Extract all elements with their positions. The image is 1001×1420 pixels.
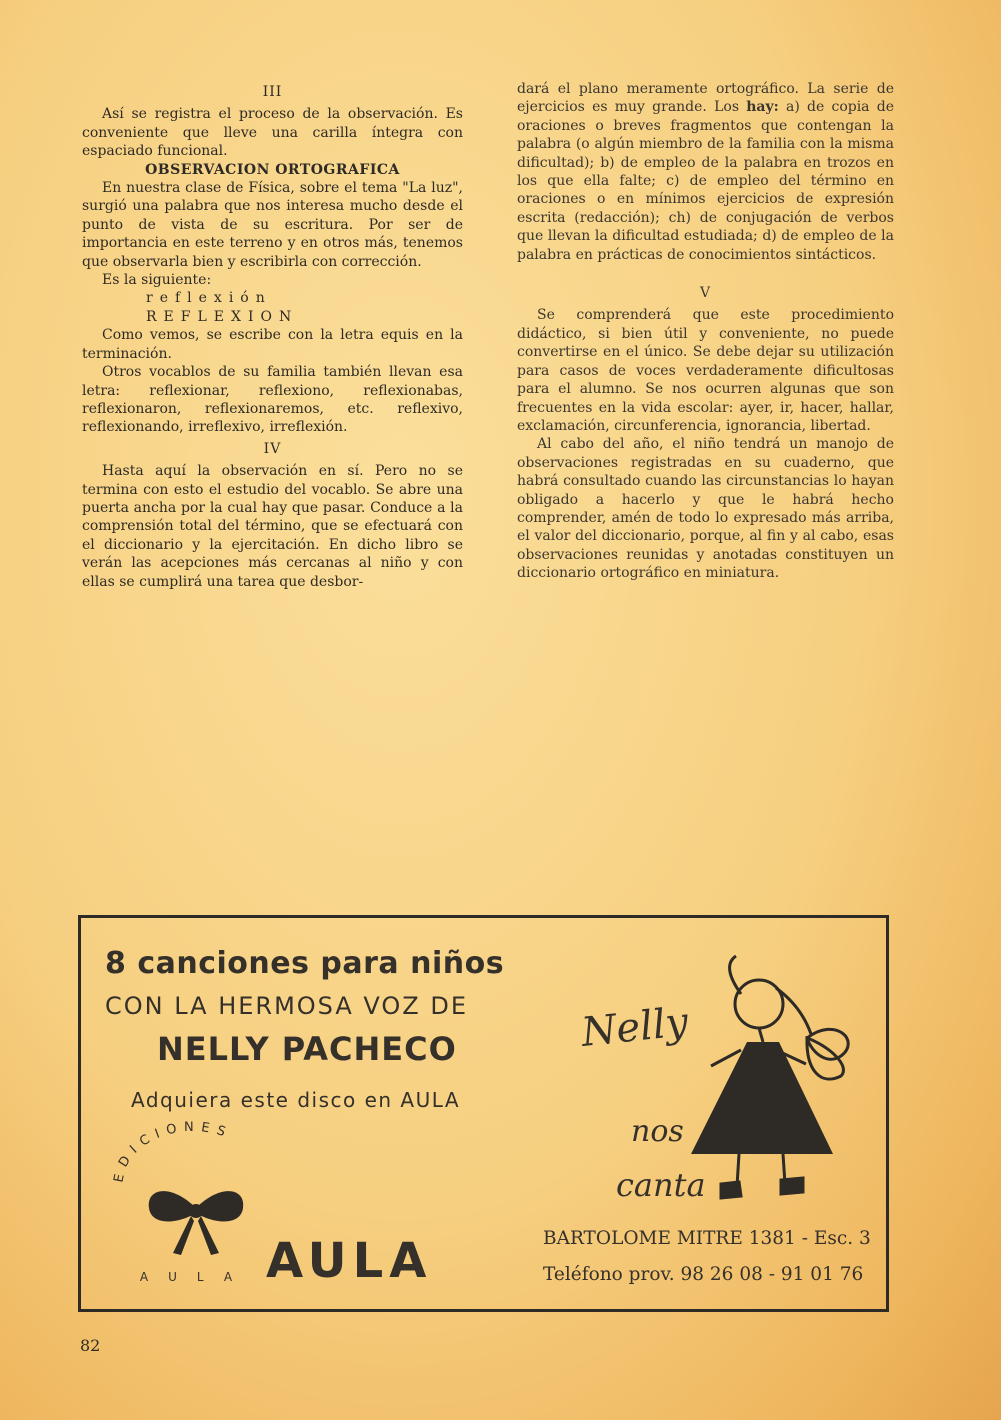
paragraph: Así se registra el proceso de la observación. Es conveniente que lleve una carilla íntegra con espaciado funcional. (82, 106, 463, 160)
advertisement (78, 915, 889, 1312)
ad-phone: Teléfono prov. 98 26 08 - 91 01 76 (543, 1264, 864, 1285)
logo-arc-textpath: EDICIONES (111, 1119, 234, 1184)
section-heading-iv: IV (263, 440, 282, 457)
ad-subtitle: CON LA HERMOSA VOZ DE (105, 992, 469, 1020)
section-subheading: OBSERVACION ORTOGRAFICA (145, 161, 400, 178)
paragraph (517, 80, 894, 264)
ad-singer-name: NELLY PACHECO (157, 1030, 457, 1068)
paragraph: Es la siguiente: (102, 272, 212, 289)
paragraph: Se comprenderá que este procedimiento didáctico, si bien útil y conveniente, no puede convertirse en el único. Se debe dejar su utilización para casos de voces verdaderamente dificultosas para el alumno. Se nos ocurren algunas que son frecuentes en la vida escolar: ayer, ir, hacer, hallar, exclamación, circunferencia, ignorancia, libertad. (517, 307, 894, 434)
ad-title: 8 canciones para niños (105, 946, 505, 981)
bow-icon (149, 1191, 243, 1255)
bold-text: hay: (746, 99, 779, 116)
example-word-lowercase: reflexión (146, 290, 272, 307)
ad-buy-line: Adquiera este disco en AULA (131, 1088, 461, 1112)
section-heading-v: V (699, 285, 712, 302)
logo-bottom-text: AULA (139, 1270, 253, 1284)
ad-address: BARTOLOME MITRE 1381 - Esc. 3 (543, 1228, 871, 1249)
section-heading-iii: III (262, 84, 283, 100)
left-column (82, 80, 463, 591)
logo-arc-text (111, 1120, 233, 1184)
right-column (517, 80, 894, 583)
ediciones-aula-logo (101, 1113, 291, 1303)
girl-legs (721, 1154, 803, 1198)
paragraph: Hasta aquí la observación en sí. Pero no se termina con esto el estudio del vocablo. Se abre una puerta ancha por la cual hay que pasar. Conduce a la comprensión total del término, que se efectuará con el diccionario y la ejercitación. En dicho libro se verán las acepciones más cercanas al niño y con ellas se cumplirá una tarea que desbor- (82, 463, 463, 590)
example-word-uppercase: REFLEXION (146, 308, 299, 325)
text-span: dará el plano meramente ortográfico. La serie de ejercicios es muy grande. Los (517, 81, 894, 116)
page-number: 82 (80, 1336, 101, 1355)
text-span: a) de copia de oraciones o breves fragmentos que contengan la palabra (o algún miembro de la familia con la misma dificultad); b) de empleo de la palabra en trozos en los que ella falte; c) de empleo del término en oraciones o en mínimos ejercicios de expresión escrita (redacción); ch) de conjugación de verbos que llevan la dificultad estudiada; d) de empleo de la palabra en prácticas de conocimientos sintácticos. (517, 99, 894, 263)
dress-shape (691, 1042, 833, 1154)
script-canta: canta (616, 1166, 706, 1204)
script-nelly: Nelly (579, 999, 691, 1056)
paragraph: En nuestra clase de Física, sobre el tema "La luz", surgió una palabra que nos interesa mucho desde el punto de vista de su escritura. Por ser de importancia en este terreno y en otros más, tenemos que observarla bien y escribirla con corrección. (82, 180, 463, 270)
paragraph: Al cabo del año, el niño tendrá un manojo de observaciones registradas en su cuaderno, que habrá consultado cuando las circunstancias lo hayan obligado a hacerlo y que le habrá hecho comprender, amén de todo lo expresado más arriba, el valor del diccionario, porque, al fin y al cabo, esas observaciones reunidas y anotadas constituyen un diccionario ortográfico en miniatura. (517, 436, 894, 582)
paragraph: Como vemos, se escribe con la letra equis en la terminación. (82, 327, 463, 362)
girl-illustration (571, 946, 881, 1216)
script-nos: nos (631, 1114, 684, 1149)
ad-brand: AULA (266, 1233, 433, 1289)
paragraph: Otros vocablos de su familia también llevan esa letra: reflexionar, reflexiono, reflexionabas, reflexionaron, reflexionaremos, etc. reflexivo, reflexionando, irreflexivo, irreflexión. (82, 364, 463, 436)
